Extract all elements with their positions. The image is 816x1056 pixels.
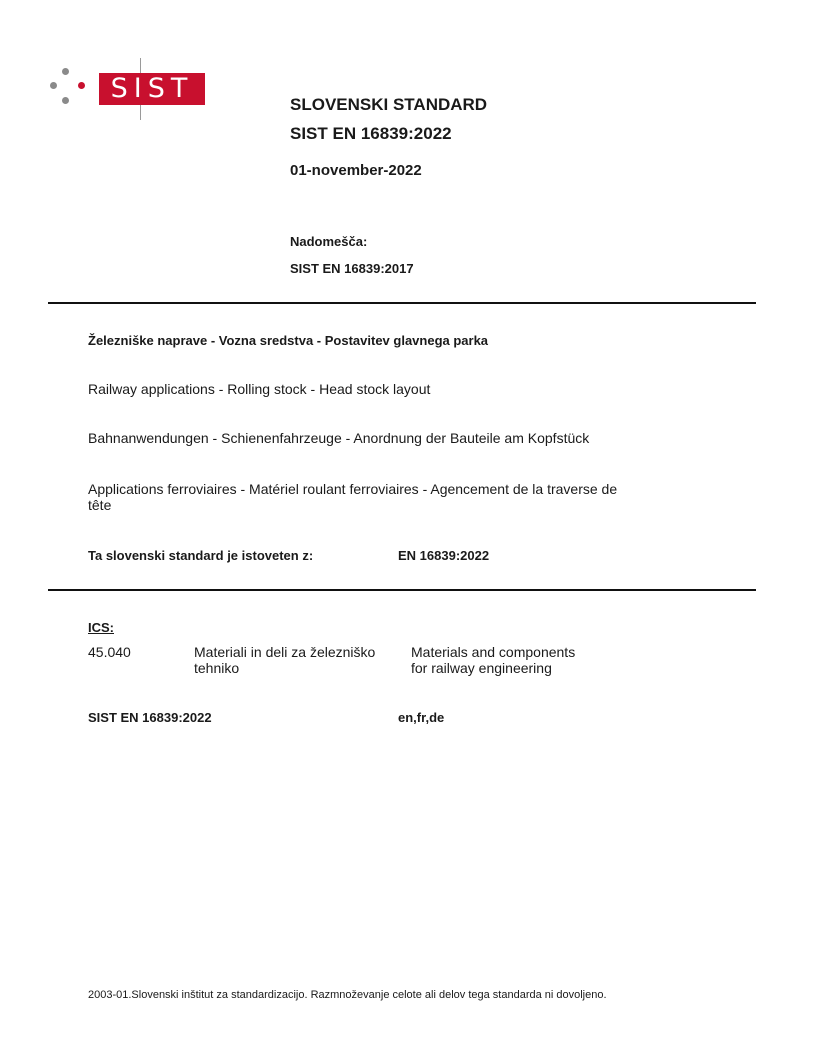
divider-top — [48, 302, 756, 304]
title-english: Railway applications - Rolling stock - Head stock layout — [88, 381, 431, 397]
ics-slovenian-line1: Materiali in deli za železniško — [194, 644, 376, 660]
replaces-label: Nadomešča: — [290, 234, 368, 249]
copyright-notice: 2003-01.Slovenski inštitut za standardizacijo. Razmnoževanje celote ali delov tega standarda ni dovoljeno. — [88, 989, 607, 1001]
identical-value: EN 16839:2022 — [398, 548, 490, 563]
ics-slovenian-line2: tehniko — [194, 660, 240, 676]
footer-languages: en,fr,de — [398, 710, 445, 725]
ics-english-line1: Materials and components — [411, 644, 576, 660]
footer-standard: SIST EN 16839:2022 — [88, 710, 212, 725]
ics-code: 45.040 — [88, 644, 131, 660]
standard-number: SIST EN 16839:2022 — [290, 124, 452, 143]
divider-bottom — [48, 589, 756, 591]
identical-label: Ta slovenski standard je istoveten z: — [88, 548, 314, 563]
title-french-line1: Applications ferroviaires - Matériel roulant ferroviaires - Agencement de la traverse de — [88, 481, 618, 497]
title-slovenian: Železniške naprave - Vozna sredstva - Postavitev glavnega parka — [88, 333, 489, 348]
replaces-value: SIST EN 16839:2017 — [290, 261, 414, 276]
publication-date: 01-november-2022 — [290, 162, 422, 179]
standard-heading: SLOVENSKI STANDARD — [290, 95, 488, 114]
sist-logo: SIST — [99, 73, 205, 105]
title-french-line2: tête — [88, 497, 112, 513]
ics-label: ICS: — [88, 620, 114, 635]
ics-english-line2: for railway engineering — [411, 660, 552, 676]
title-german: Bahnanwendungen - Schienenfahrzeuge - Anordnung der Bauteile am Kopfstück — [88, 430, 590, 446]
